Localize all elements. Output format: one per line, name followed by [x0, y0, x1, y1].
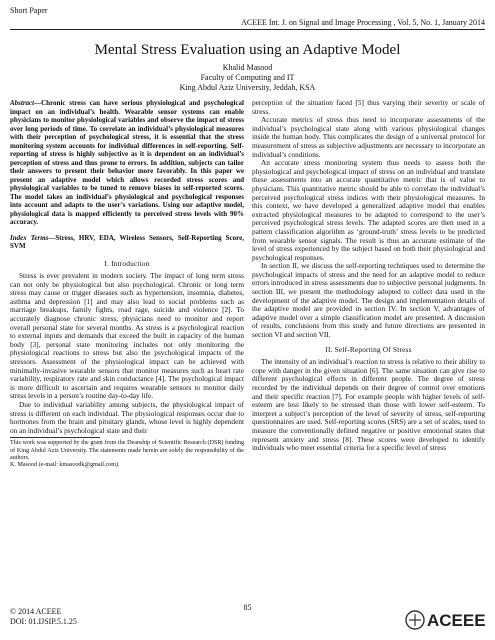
- doi: DOI: 01.IJSIP.5.1.25: [10, 617, 77, 626]
- logo-text: ACEEE: [427, 611, 486, 630]
- paper-title: Mental Stress Evaluation using an Adaptive Model: [94, 42, 401, 58]
- right-paragraph-4: The intensity of an individual’s reaction to stress is relative to their ability to cope with danger in the given situation [6]. The same situation can give rise to different psychological effects in different people. The degree of stress recorded by the individual depends on their degree of control over emotions and their specific reaction [7]. For example people with higher levels of self-esteem are less likely to be stressed than those with lower self-esteem. To interpret a subject’s perception of the level of severity of stress, self-reporting questionnaires are used. Self-reporting scores (SRS) are a set of scales, used to measure the conventionally defined negative or positive emotional states that represent anxiety and stress [8]. These scores were developed to identify individuals who meet essential criteria for a specific level of stress: [252, 357, 485, 453]
- author-name: Khalid Masood: [222, 63, 273, 72]
- left-column: [10, 99, 244, 469]
- running-header-left: Short Paper: [10, 6, 48, 15]
- index-terms: [10, 234, 244, 251]
- abstract-label: Abstract: [10, 99, 35, 107]
- section-heading-introduction: I. Introduction: [104, 258, 150, 268]
- copyright: © 2014 ACEEE: [10, 607, 62, 616]
- footer-left: [10, 607, 77, 627]
- affiliation-line-1: Faculty of Computing and IT: [200, 73, 295, 82]
- footnote-email: K. Masood (e-mail: kmasoodk@gmail.com).: [10, 461, 120, 468]
- page-number: 85: [243, 603, 252, 612]
- intro-paragraph-1: Stress is ever prevalent in modern society. The impact of long term stress can not only be physiological but also psychological. Chronic or long term stress may cause or trigger diseases such as hypertension, insomnia, diabetes, asthma and depression [1] and may also lead to social problems such as marriage breakups, family fights, road rage, suicide and violence [2]. To accurately diagnose chronic stress, physicians need to monitor and report overall personal state for several months. As stress is a psychological reaction to external inputs and demands that exceed the built in capacity of the human body [3], personal state monitoring includes not only monitoring the physiological reactions to stress but also the psychological impacts of the stressors. Assessment of the physiological impact can be achieved with minimally-invasive wearable sensors that monitor measures such as heart rate variability, respiratory rate and skin conductance [4]. The psychological impact is more difficult to ascertain and requires wearable sensors to monitor daily stress levels in a person’s routine day-to-day life.: [10, 271, 244, 401]
- footnote-rule: [10, 437, 100, 438]
- right-paragraph-1: Accurate metrics of stress thus need to incorporate assessments of the individual’s psychological state along with various physiological changes inside the human body. This complicates the design of a universal protocol for measurement of stress as subjective adjustments are necessary to incorporate an individual’s conditions.: [252, 115, 486, 159]
- right-column: [252, 99, 485, 453]
- abstract-text: —Chronic stress can have serious physiological and psychological impact on an individual’s health. Wearable sensor systems can enable physicians to monitor physiological variables and observe the impact of stress over long periods of time. To correlate an individual’s physiological measures with their perception of psychological stress, it is essential that the stress monitoring system accounts for individual differences in self-reporting. Self-reporting of stress is highly subjective as it is dependent on an individual’s perception of stress and thus prone to errors. In addition, subjects can tailor their answers to present their behavior more favorably. In this paper we present an adaptive model which allows recorded stress scores and physiological variables to be tuned to remove biases in self-reported scores. The model takes an individual’s physiological and psychological responses into account and adapts to the user’s variations. Using our adaptive model, physiological data is mapped efficiently to perceived stress levels with 90% accuracy.: [10, 99, 244, 226]
- section-heading-self-reporting: II. Self-Reporting Of Stress: [325, 344, 412, 354]
- running-header-right: ACEEE Int. J. on Signal and Image Processing , Vol. 5, No. 1, January 2014: [241, 18, 485, 27]
- index-terms-label: Index Terms: [10, 233, 49, 242]
- index-terms-text: —Stress, HRV, EDA, Wireless Sensors, Self-Reporting Score, SVM: [10, 233, 245, 250]
- header-rule: [10, 29, 485, 30]
- right-paragraph-2: An accurate stress monitoring system thus needs to assess both the physiological and psychological impact of stress on an individual and translate these assessments into an accurate quantitative metric that is of value to physicians. This quantitative metric should be able to correlate the individual’s perceived psychological stress indices with their physiological measures. In this context, we have developed a generalized adaptive model that enables extracted physiological measures to be adapted to correspond to the user’s perceived psychological stress levels. The adapted scores are then used in a pattern classification algorithm as ‘ground-truth’ stress levels to be predicted from wearable sensor signals. The result is thus an accurate estimate of the level of stress experienced by the subject based on both their physiological and psychological responses.: [252, 158, 485, 262]
- right-paragraph-0: perception of the situation faced [5] thus varying their severity or scale of stress.: [252, 98, 485, 116]
- affiliation-line-2: King Abdul Aziz University, Jeddah, KSA: [179, 83, 316, 92]
- footnote-funding: This work was supported by the grant from the Deanship of Scientific Research (DSR) funding of King Abdul Aziz University. The statements made herein are solely the responsibility of the authors.: [10, 440, 244, 461]
- aceee-logo: [405, 606, 490, 634]
- abstract: [10, 99, 244, 227]
- right-paragraph-3: In section II, we discuss the self-reporting techniques used to determine the psychological impacts of stress and the need for an adaptive model to reduce errors introduced in stress assessments due to subjective personal judgments. In section III, we present the methodology adopted to collect data used in the development of the adaptive model. The design and implementation details of the adaptive model are provided in section IV. In section V, advantages of adaptive model over a simple classification model are presented. A discussion of results, conclusions from this study and future directions are presented in section VI and section VII.: [252, 261, 485, 340]
- intro-paragraph-2: Due to individual variability among subjects, the physiological impact of stress is different on each individual. The physiological responses occur due to hormones from the brain and pituitary glands, whose level is highly dependent on an individual’s psychological state and their: [10, 400, 244, 435]
